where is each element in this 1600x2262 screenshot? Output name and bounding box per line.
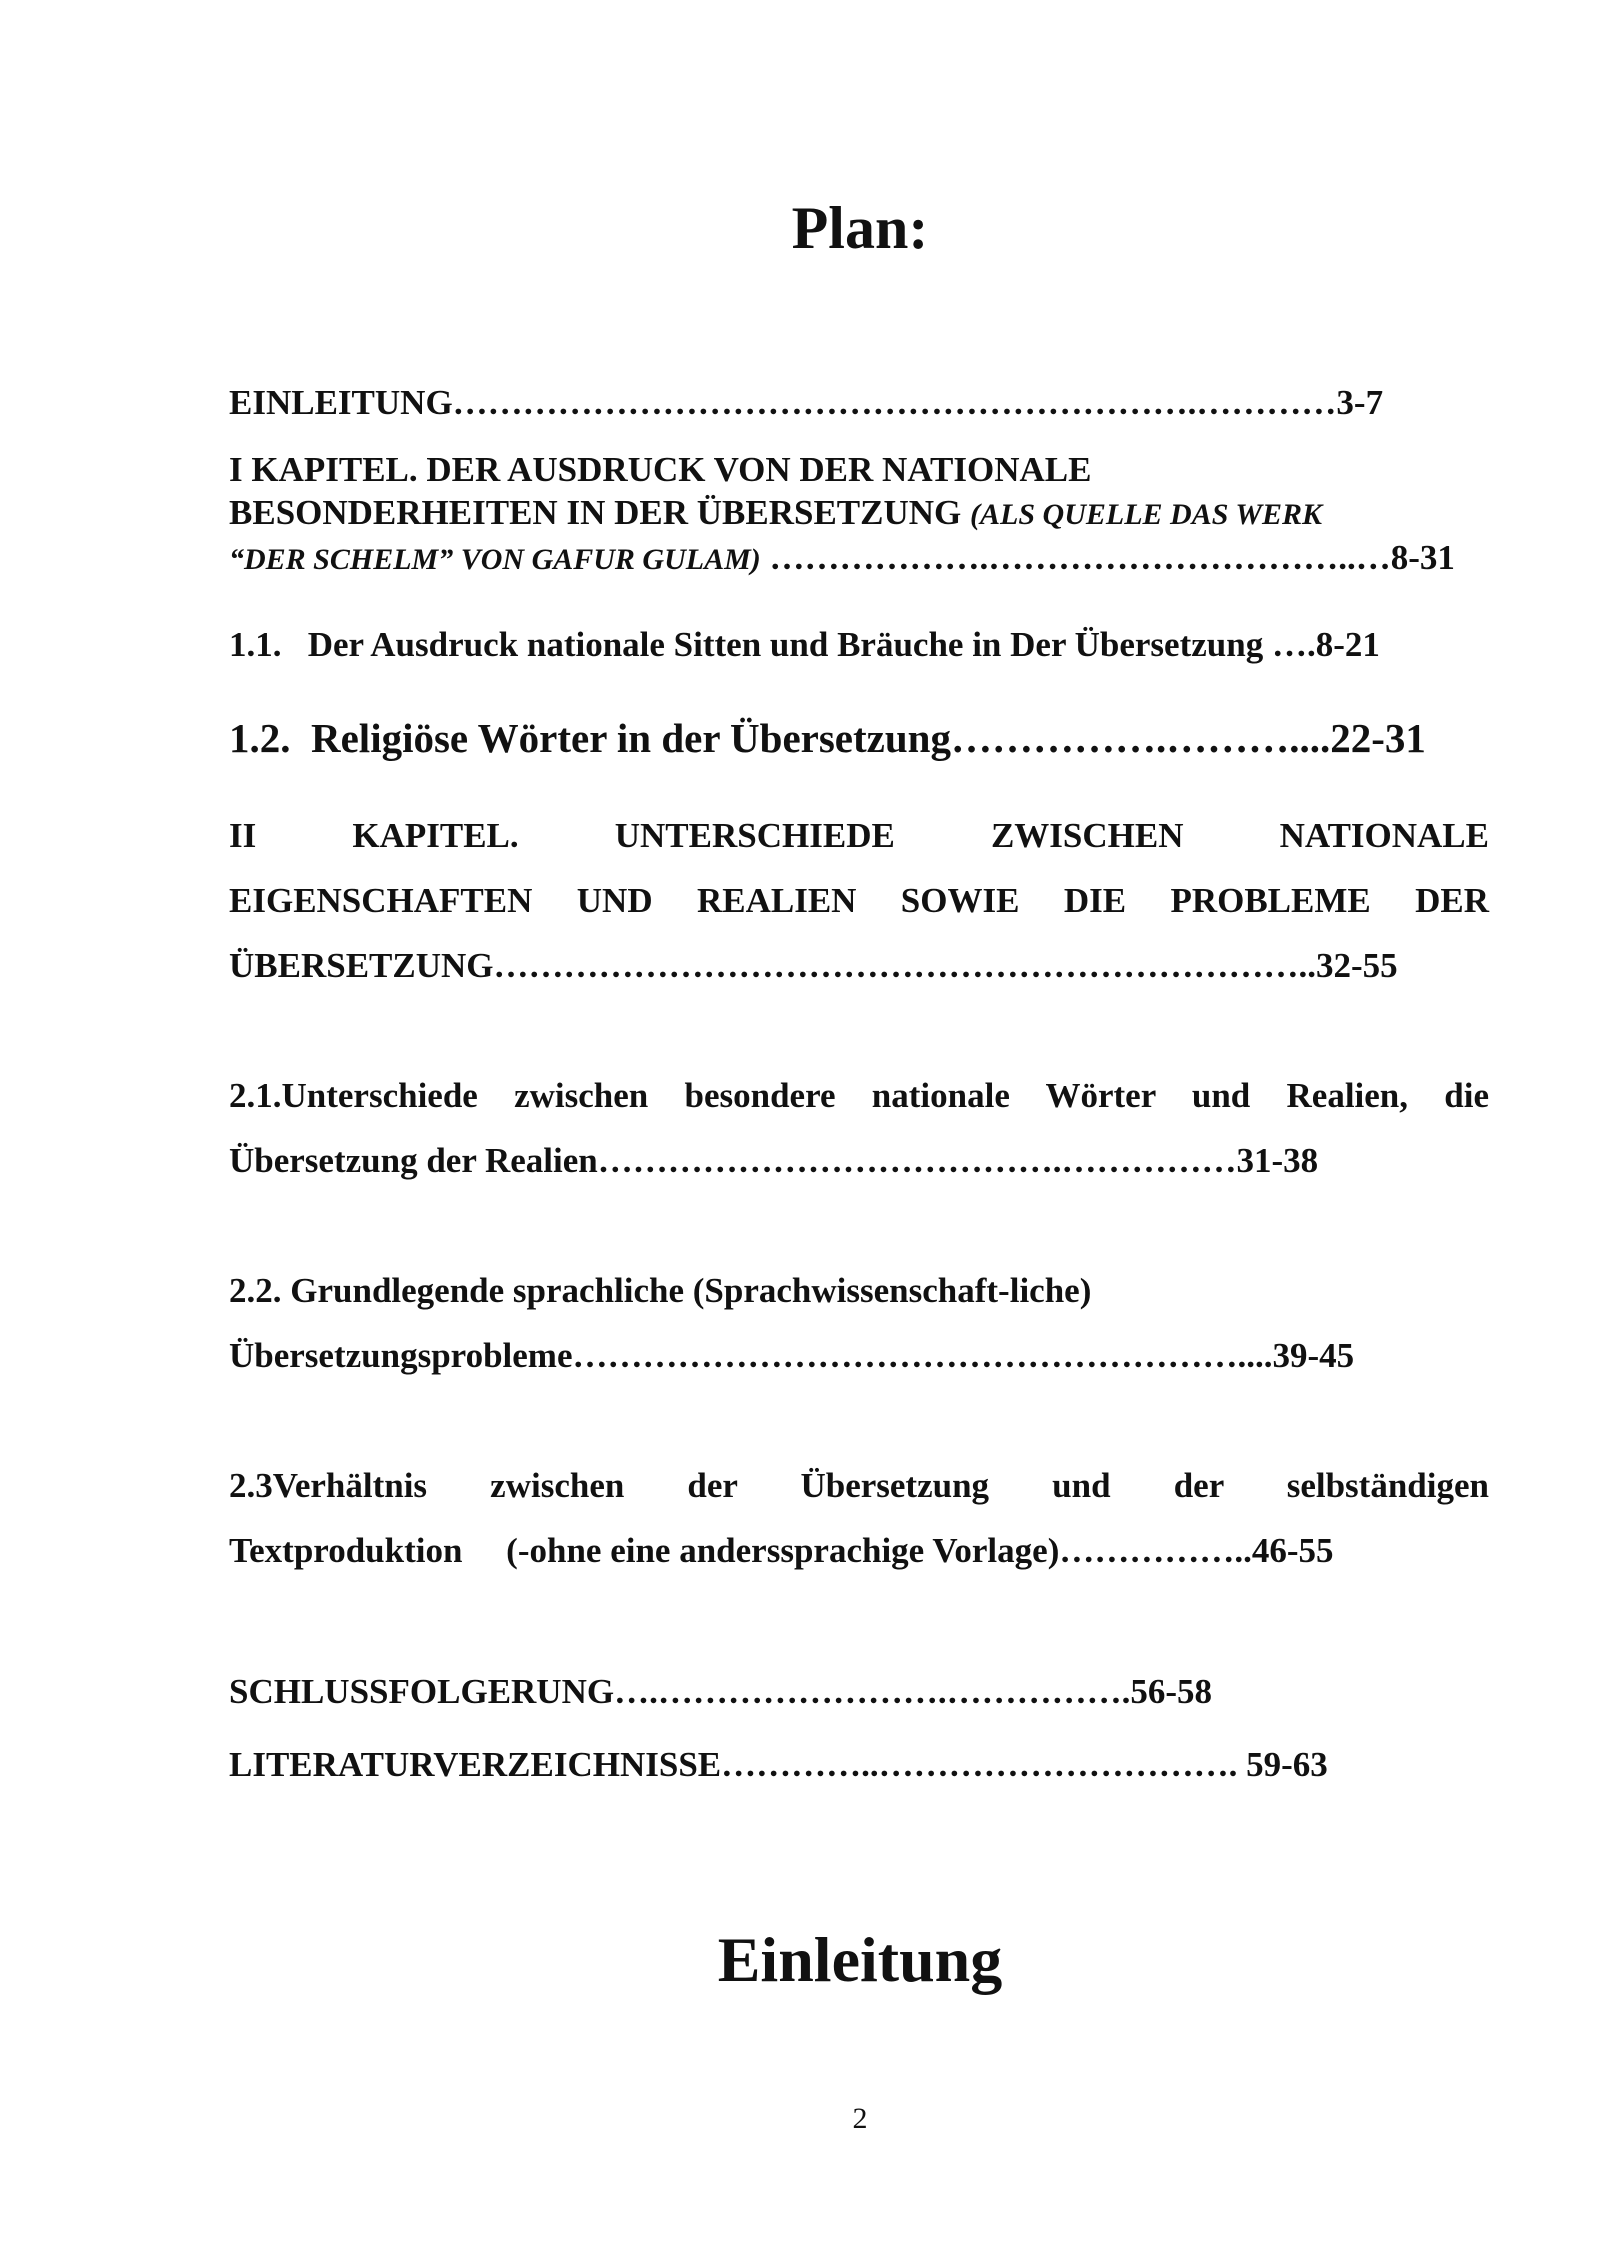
page-number: 2 <box>852 2102 868 2135</box>
toc-kapitel2-line1: II KAPITEL. UNTERSCHIEDE ZWISCHEN NATIONALE <box>229 816 1489 855</box>
toc-section-2-1 <box>229 1078 1489 1178</box>
toc-section-2-2 <box>229 1273 1489 1373</box>
toc-kapitel1-leader: ……………….…………………………..…8-31 <box>760 538 1455 577</box>
toc-kapitel1-title: BESONDERHEITEN IN DER ÜBERSETZUNG <box>229 493 971 532</box>
toc-kapitel2 <box>229 818 1489 983</box>
toc-kapitel1-line3 <box>229 540 1455 575</box>
toc-section-2-3-line1: 2.3Verhältnis zwischen der Übersetzung und der selbständigen <box>229 1466 1489 1505</box>
toc-section-2-2-line2: Übersetzungsprobleme…………………………………………………....39-45 <box>229 1336 1355 1375</box>
toc-kapitel1-line2 <box>229 495 1322 530</box>
toc-section-2-1-line2: Übersetzung der Realien………………………………….……………31-38 <box>229 1141 1319 1180</box>
toc-section-2-2-line1: 2.2. Grundlegende sprachliche (Sprachwissenschaft-liche) <box>229 1271 1092 1310</box>
toc-section-2-1-line1: 2.1.Unterschiede zwischen besondere nationale Wörter und Realien, die <box>229 1076 1489 1115</box>
toc-kapitel2-line3: ÜBERSETZUNG……………………………………………………………..32-55 <box>229 946 1398 985</box>
toc-kapitel1-note: (ALS QUELLE DAS WERK <box>970 498 1323 531</box>
toc-kapitel1-line1: I KAPITEL. DER AUSDRUCK VON DER NATIONALE <box>229 450 1092 489</box>
plan-title: Plan: <box>791 195 929 261</box>
toc-section-2-3-line2: Textproduktion (-ohne eine anderssprachige Vorlage)……………..46-55 <box>229 1531 1334 1570</box>
toc-section-2-3 <box>229 1468 1489 1568</box>
toc-einleitung: EINLEITUNG……………………………………………………….…………3-7 <box>229 383 1384 422</box>
toc-kapitel1-note-2: “DER SCHELM” VON GAFUR GULAM) <box>229 543 761 576</box>
toc-schlussfolgerung: SCHLUSSFOLGERUNG….…………………….…………….56-58 <box>229 1672 1212 1711</box>
toc-section-1-1: 1.1. Der Ausdruck nationale Sitten und Bräuche in Der Übersetzung ….8-21 <box>229 625 1380 664</box>
toc-kapitel2-line2: EIGENSCHAFTEN UND REALIEN SOWIE DIE PROBLEME DER <box>229 881 1489 920</box>
einleitung-heading: Einleitung <box>717 1924 1003 1995</box>
toc-literaturverzeichnisse: LITERATURVERZEICHNISSE…………..…………………………. 59-63 <box>229 1745 1328 1784</box>
toc-section-1-2: 1.2. Religiöse Wörter in der Übersetzung…………….………....22-31 <box>229 715 1426 761</box>
